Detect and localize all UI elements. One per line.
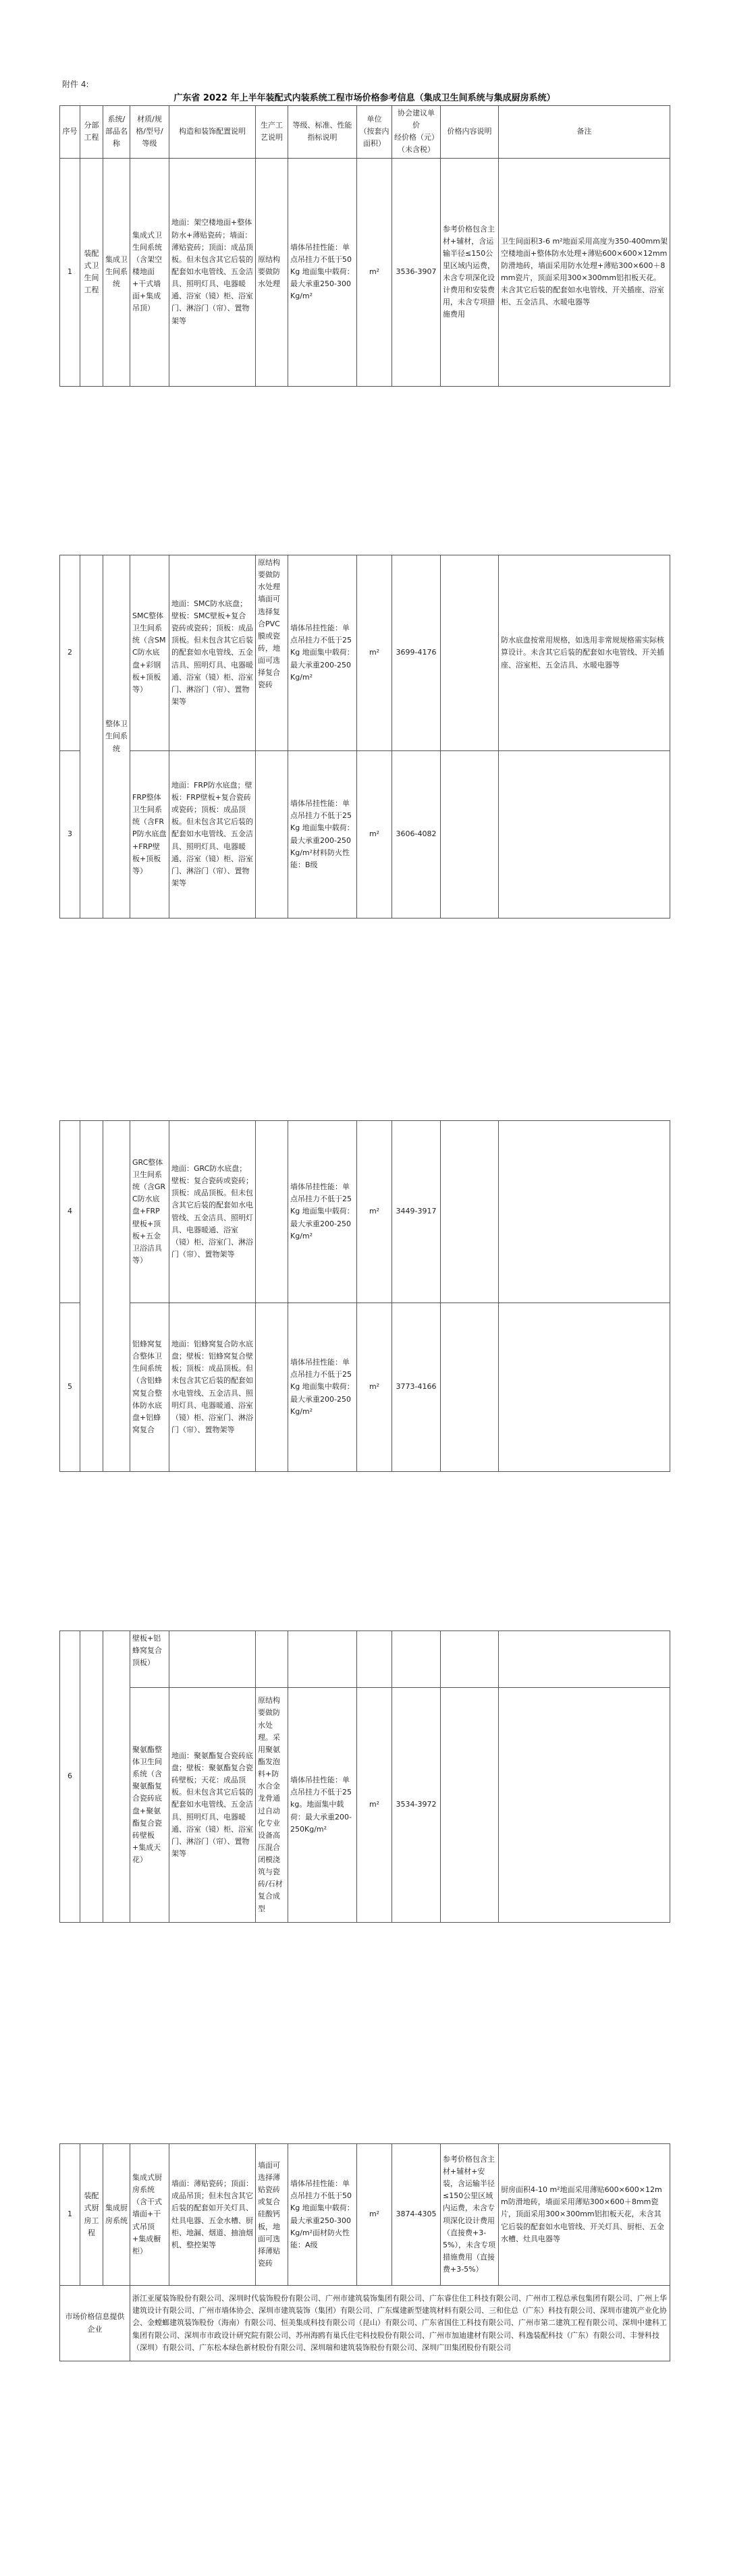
row-craft: 原结构要做防水处理。采用聚氨酯发泡料+防水合金龙骨通过自动化专业设备高压混合闭模浇筑与瓷砖/石材复合成型 xyxy=(256,1688,288,1923)
supplier-list: 浙江亚厦装饰股份有限公司、深圳时代装饰股份有限公司、广州市建筑装饰集团有限公司、广东睿住住工科技有限公司、广州市工程总承包集团有限公司、广州上华建筑设计有限公司、广州市墙体协会、深圳市建筑装饰（集团）有限公司、广东煤建新型建筑材料有限公司、三和住总（广东）科技有限公司、深圳市建筑产业化协会、金螳螂建筑装饰股份（海南）有限公司、恒美集成科技有限公司（昆山）有限公司、广东省国住工科技有限公司、广州市第二建筑工程有限公司、深圳中建科工集团有限公司、深圳市市政设计研究院有限公司、苏州海鸥有巢氏住宅科技股份有限公司、广州市加迪建材有限公司、科逸装配科技（广东）有限公司、丰誉科技（深圳）有限公司、广东松本绿色新材股份有限公司、深圳瑞和建筑装饰股份有限公司、深圳广田集团股份有限公司 xyxy=(130,2286,670,2361)
table-row xyxy=(60,555,670,751)
row-price-content: 参考价格包含主材+辅材，含运输半径≤150公里区域内运费，未含专项深化设计费用和安装费用，未含专项措施费用 xyxy=(441,158,499,386)
row-unit: m² xyxy=(357,1688,392,1923)
kitchen-system: 集成厨房系统 xyxy=(103,2144,130,2286)
row-craft-empty xyxy=(256,1631,288,1688)
header-grade: 等级、标准、性能指标说明 xyxy=(288,106,357,159)
supplier-row xyxy=(60,2286,670,2361)
kitchen-price: 3874-4305 xyxy=(392,2144,441,2286)
row-price-content xyxy=(441,751,499,919)
row-remark: 防水底盘按常用规格，如选用非常规规格需实际核算设计。未含其它后装的配套如水电管线、开关插座、浴室柜、五金洁具、水暖电器等 xyxy=(499,555,670,751)
row-unit: m² xyxy=(357,158,392,386)
row-system-empty xyxy=(103,1121,130,1472)
row-system: 整体卫生间系统 xyxy=(103,555,130,919)
header-unit-label: 单位 xyxy=(367,115,382,124)
header-config: 构造和装饰配置说明 xyxy=(169,106,256,159)
table-row xyxy=(60,751,670,919)
row-config: 地面：FRP防水底盘；壁板：FRP壁板+复合瓷砖或瓷砖；顶板：成品顶板。但未包含其它后装的配套如水电管线、五金洁具、照明灯具、电器暖通、浴室（镜）柜、浴室门、淋浴门（帘）、置物架等 xyxy=(169,751,256,919)
row-unit: m² xyxy=(357,1121,392,1303)
kitchen-grade: 墙体吊挂性能：单点吊挂力不低于50Kg 地面集中载荷：最大承重250-300Kg/m²面材防火性能：A级 xyxy=(288,2144,357,2286)
row-craft: 原结构要做防水处理墙面可选择复合PVC膜或瓷砖，地面可选择复合瓷砖 xyxy=(256,555,288,751)
row-config-empty xyxy=(169,1631,256,1688)
row-seq: 3 xyxy=(60,751,80,919)
header-unit xyxy=(357,106,392,159)
kitchen-seq: 1 xyxy=(60,2144,80,2286)
row-part-empty xyxy=(80,1631,103,1923)
price-table-section-3 xyxy=(59,1120,670,1472)
row-remark xyxy=(499,1121,670,1303)
kitchen-material: 集成式厨房系统（含干式墙面+干式吊顶+集成橱柜） xyxy=(130,2144,169,2286)
kitchen-part: 装配式厨房工程 xyxy=(80,2144,103,2286)
row-material: GRC整体卫生间系统（含GRC防水底盘+FRP壁板+顶板+五金卫浴洁具等） xyxy=(130,1121,169,1303)
row-material: 铝蜂窝复合整体卫生间系统（含铝蜂窝复合整体防水底盘+铝蜂窝复合 xyxy=(130,1303,169,1472)
row-remark xyxy=(499,751,670,919)
kitchen-config: 墙面：薄贴瓷砖；顶面：成品吊顶；但未包含其它后装的配套如开关灯具、灶具电器、五金水槽、厨柜、地漏、烟道、抽油烟机、整控架等 xyxy=(169,2144,256,2286)
row-unit: m² xyxy=(357,751,392,919)
row-remark: 卫生间面积3-6 m²地面采用高度为350-400mm架空楼地面+整体防水处理+薄贴600×600×12mm防滑地砖，墙面采用防水处理+薄贴300×600＋8mm瓷片，顶面采用300×300mm铝扣板天花。未含其它后装的配套如水电管线、开关插座、浴室柜、五金洁具、水暖电器等 xyxy=(499,158,670,386)
row-price-content xyxy=(441,555,499,751)
row-config: 地面：铝蜂窝复合防水底盘；壁板：铝蜂窝复合壁板；顶板：成品顶板。但未包含其它后装的配套如水电管线、五金洁具、照明灯具、电器暖通、浴室（镜）柜、浴室门、淋浴门（帘）、置物架等 xyxy=(169,1303,256,1472)
row-craft xyxy=(256,751,288,919)
header-seq: 序号 xyxy=(60,106,80,159)
kitchen-row xyxy=(60,2144,670,2286)
row-grade: 墙体吊挂性能：单点吊挂力不低于25Kg 地面集中载荷：最大承重200-250Kg/m² xyxy=(288,555,357,751)
row-material: FRP整体卫生间系统（含FRP防水底盘+FRP壁板+顶板等） xyxy=(130,751,169,919)
attachment-label: 附件 4: xyxy=(62,80,89,89)
row-seq: 6 xyxy=(60,1631,80,1923)
row-unit: m² xyxy=(357,1303,392,1472)
row-config: 地面：GRC防水底盘；壁板：复合瓷砖或瓷砖；顶板：成品顶板。但未包含其它后装的配套如水电管线、五金洁具、照明灯具、电器暖通、浴室（镜）柜、浴室门、淋浴门（帘）、置物架等 xyxy=(169,1121,256,1303)
header-unit-sub: （按套内面积） xyxy=(359,127,389,148)
supplier-label: 市场价格信息提供企业 xyxy=(60,2286,130,2361)
row-grade: 墙体吊挂性能：单点吊挂力不低于25kg。地面集中载荷：最大承重200-250Kg/m² xyxy=(288,1688,357,1923)
row-grade-empty xyxy=(288,1631,357,1688)
kitchen-remark: 厨房面积4-10 m²地面采用薄贴600×600×12mm防滑地砖，墙面采用薄贴300×600＋8mm瓷片，顶面采用300×300mm铝扣板天花，未含其它后装的配套如水电管线、开关灯具、厨柜、五金水槽、灶具电器等 xyxy=(499,2144,670,2286)
row-content-empty xyxy=(441,1631,499,1688)
table-row xyxy=(60,158,670,386)
row-price: 3534-3972 xyxy=(392,1688,441,1923)
header-price-range: 经价格（元） xyxy=(394,133,439,142)
kitchen-price-content: 参考价格包含主材+辅材+安装，含运输半径≤150公里区域内运费，未含专项深化设计费用（直接费+3-5%），未含专项措施费用（直接费+3-5%） xyxy=(441,2144,499,2286)
row-remark-empty xyxy=(499,1631,670,1688)
row-craft: 原结构要做防水处理 xyxy=(256,158,288,386)
header-price-tax: （未含税） xyxy=(398,145,435,155)
header-price-label: 协会建议单价 xyxy=(398,109,435,130)
row-grade: 墙体吊挂性能：单点吊挂力不低于25Kg 地面集中载荷：最大承重200-250Kg/m² xyxy=(288,1303,357,1472)
kitchen-craft: 墙面可选择薄贴瓷砖或复合硅酸钙板，地面可选择薄贴瓷砖 xyxy=(256,2144,288,2286)
header-row xyxy=(60,106,670,159)
header-price xyxy=(392,106,441,159)
row-material-cont: 壁板+铝蜂窝复合顶板） xyxy=(130,1631,169,1688)
row-craft xyxy=(256,1303,288,1472)
kitchen-unit: m² xyxy=(357,2144,392,2286)
row-craft xyxy=(256,1121,288,1303)
row-grade: 墙体吊挂性能：单点吊挂力不低于25Kg 地面集中载荷：最大承重200-250Kg/m² xyxy=(288,1121,357,1303)
row-unit: m² xyxy=(357,555,392,751)
row-price: 3773-4166 xyxy=(392,1303,441,1472)
header-material: 材质/规格/型号/等级 xyxy=(130,106,169,159)
row-price-content xyxy=(441,1688,499,1923)
price-table-section-5 xyxy=(59,2143,670,2361)
row-price-content xyxy=(441,1303,499,1472)
row-material: 集成式卫生间系统（含架空楼地面+干式墙面+集成吊顶） xyxy=(130,158,169,386)
row-part-empty xyxy=(80,1121,103,1472)
row-config: 地面：聚氨酯复合瓷砖底盘；壁板：聚氨酯复合瓷砖壁板；天花：成品顶板。但未包含其它后装的配套如水电管线、五金洁具、照明灯具、电器暖通、浴室（镜）柜、浴室门、淋浴门（帘）、置物架等 xyxy=(169,1688,256,1923)
row-price: 3449-3917 xyxy=(392,1121,441,1303)
row-system: 集成卫生间系统 xyxy=(103,158,130,386)
row-seq: 1 xyxy=(60,158,80,386)
header-craft: 生产工艺说明 xyxy=(256,106,288,159)
row-unit-empty xyxy=(357,1631,392,1688)
price-table-section-4 xyxy=(59,1630,670,1923)
page-title: 广东省 2022 年上半年装配式内装系统工程市场价格参考信息（集成卫生间系统与集成厨房系统） xyxy=(173,93,556,103)
row-part-empty xyxy=(80,555,103,919)
row-part: 装配式卫生间工程 xyxy=(80,158,103,386)
row-seq: 2 xyxy=(60,555,80,751)
table-row xyxy=(60,1121,670,1303)
table-row xyxy=(60,1688,670,1923)
row-price: 3606-4082 xyxy=(392,751,441,919)
price-table-section-2 xyxy=(59,555,670,919)
header-remark: 备注 xyxy=(499,106,670,159)
row-grade: 墙体吊挂性能：单点吊挂力不低于25Kg 地面集中载荷：最大承重200-250Kg/m²材料防火性能：B级 xyxy=(288,751,357,919)
row-price-empty xyxy=(392,1631,441,1688)
row-seq: 5 xyxy=(60,1303,80,1472)
row-material: 聚氨酯整体卫生间系统（含聚氨酯复合瓷砖底盘+聚氨酯复合瓷砖壁板+集成天花） xyxy=(130,1688,169,1923)
table-row xyxy=(60,1303,670,1472)
row-price: 3536-3907 xyxy=(392,158,441,386)
row-system-empty xyxy=(103,1631,130,1923)
header-price-content: 价格内容说明 xyxy=(441,106,499,159)
price-table-section-1 xyxy=(59,105,670,387)
row-price-content xyxy=(441,1121,499,1303)
row-price: 3699-4176 xyxy=(392,555,441,751)
row-remark xyxy=(499,1688,670,1923)
row-config: 地面：SMC防水底盘；壁板：SMC壁板+复合瓷砖或瓷砖；顶板：成品顶板。但未包含其它后装的配套如水电管线、五金洁具、照明灯具、电器暖通、浴室（镜）柜、浴室门、淋浴门（帘）、置物架等 xyxy=(169,555,256,751)
row-grade: 墙体吊挂性能：单点吊挂力不低于50Kg 地面集中载荷：最大承重250-300Kg/m² xyxy=(288,158,357,386)
header-part: 分部工程 xyxy=(80,106,103,159)
row-remark xyxy=(499,1303,670,1472)
row-config: 地面：架空楼地面+整体防水+薄贴瓷砖；墙面：薄贴瓷砖；顶面：成品顶板。但未包含其它后装的配套如水电管线、五金洁具、照明灯具、电器暖通、浴室（镜）柜、浴室门、淋浴门（帘）、置物架等 xyxy=(169,158,256,386)
row-material: SMC整体卫生间系统（含SMC防水底盘+彩钢板+顶板等） xyxy=(130,555,169,751)
header-system: 系统/部品名称 xyxy=(103,106,130,159)
row-seq: 4 xyxy=(60,1121,80,1303)
table-row xyxy=(60,1631,670,1688)
